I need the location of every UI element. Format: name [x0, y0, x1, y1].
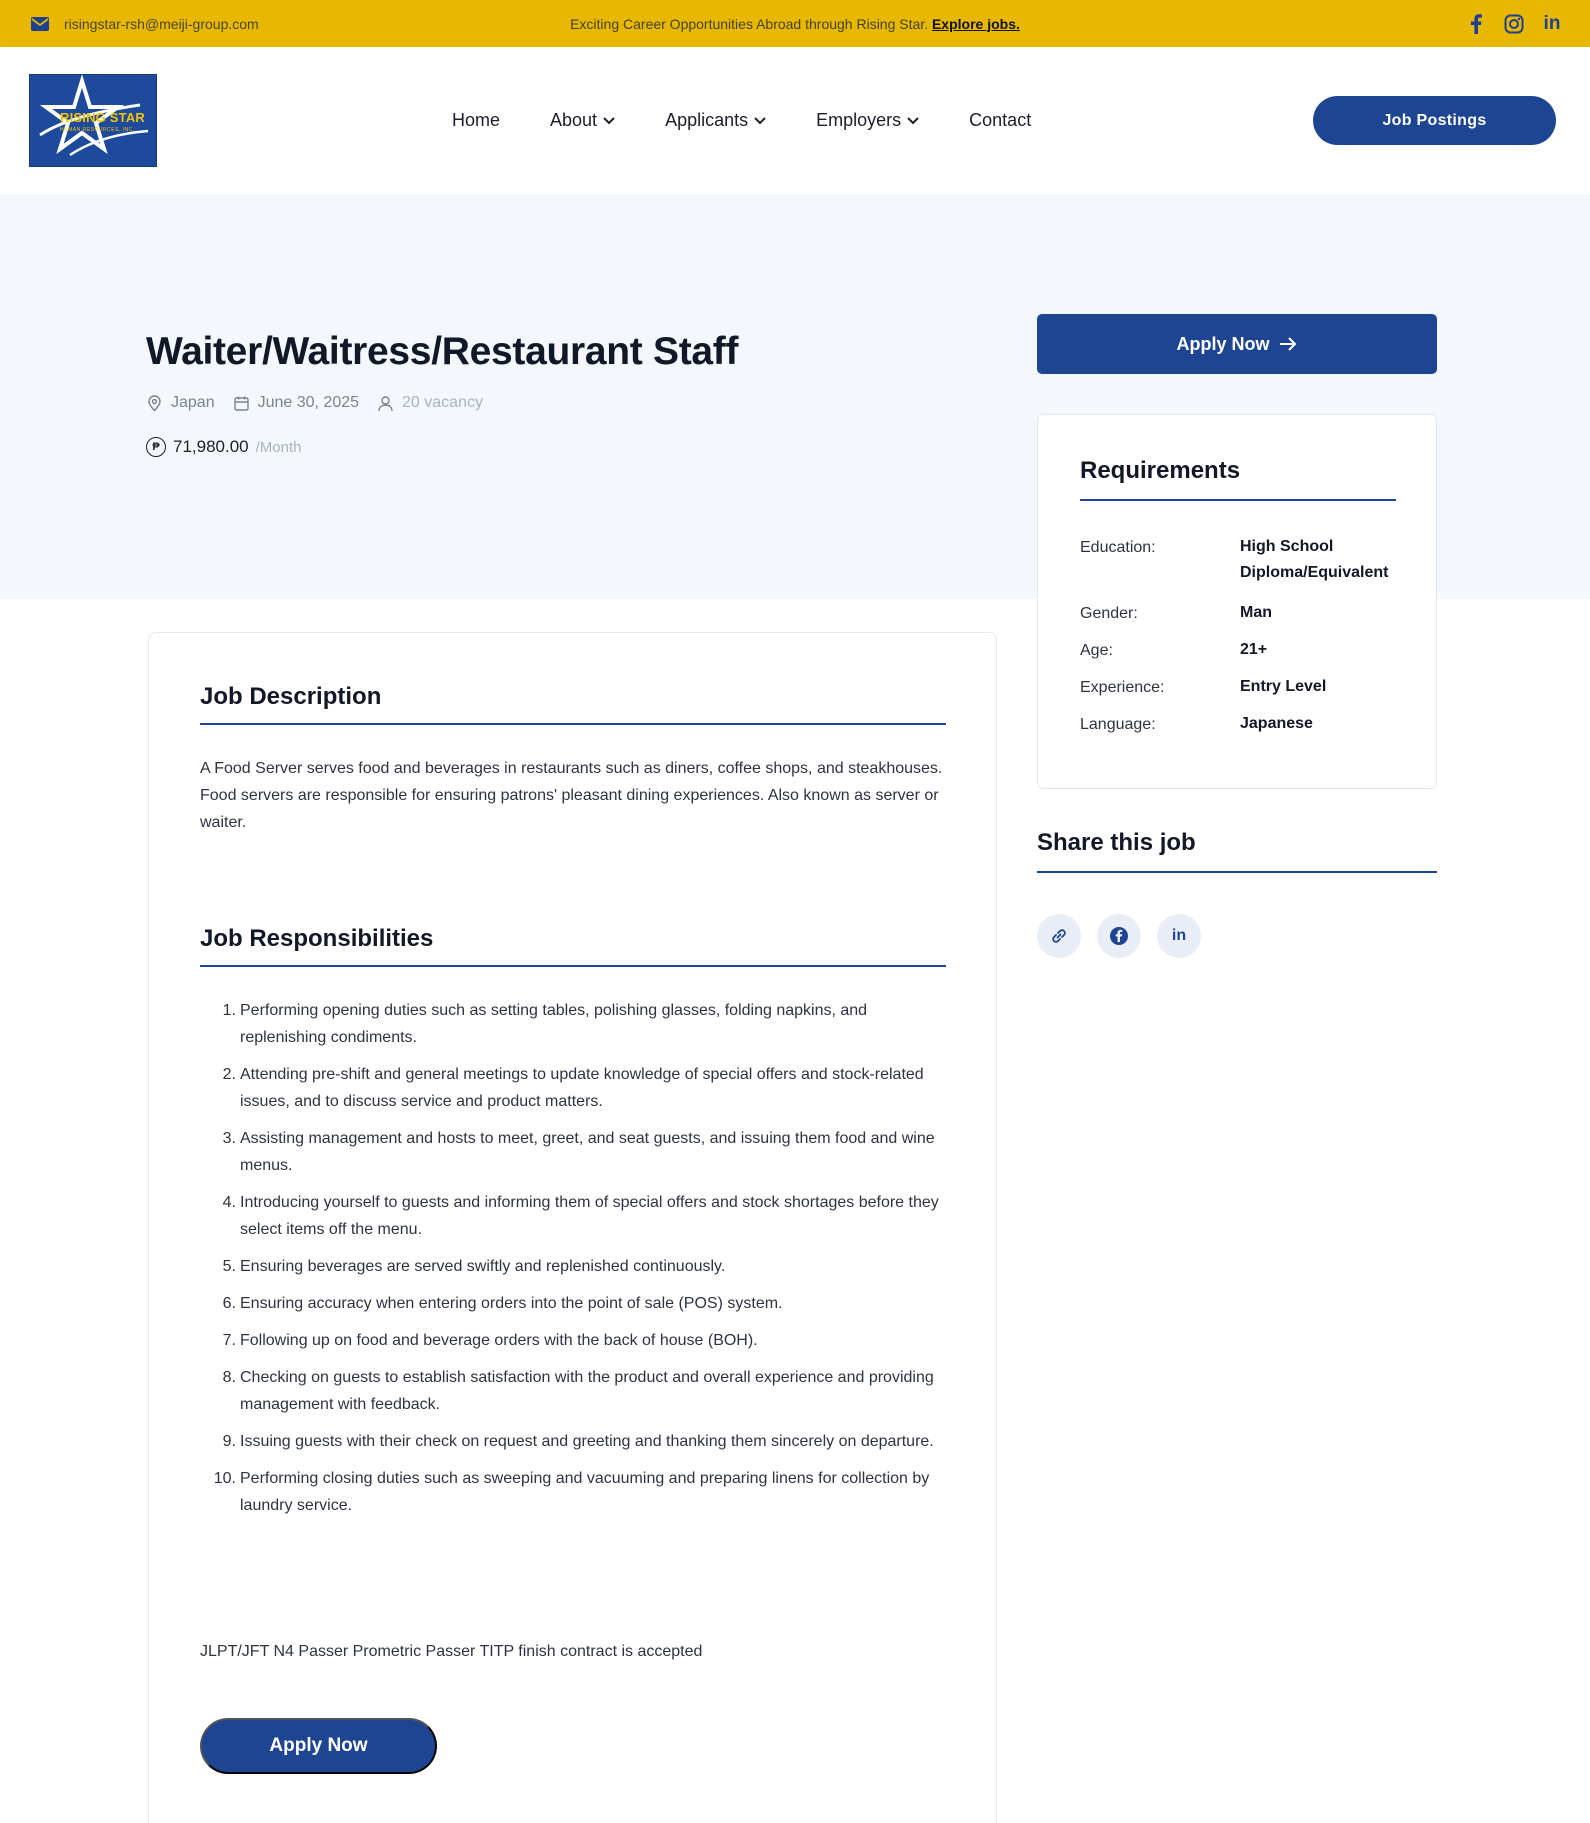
job-description-title: Job Description	[200, 683, 382, 710]
chevron-down-icon	[603, 117, 615, 125]
job-meta	[146, 394, 483, 412]
list-item-text: Checking on guests to establish satisfaction with the product and overall experience and providing management with feedback.	[240, 1369, 934, 1413]
list-item: 10. Performing closing duties such as sweeping and vacuuming and preparing linens for collection by laundry service.	[213, 1470, 930, 1514]
mail-icon	[30, 16, 50, 32]
job-vacancy	[377, 394, 483, 412]
list-item-text: Performing opening duties such as setting tables, polishing glasses, folding napkins, and replenishing condiments.	[240, 1002, 868, 1046]
peso-icon: ₱	[146, 437, 166, 457]
linkedin-icon[interactable]: in	[1543, 12, 1561, 34]
promo-text: Exciting Career Opportunities Abroad through Rising Star.	[570, 15, 929, 32]
requirement-value: Japanese	[1240, 715, 1313, 732]
job-description-text: A Food Server serves food and beverages in restaurants such as diners, coffee shops, and steakhouses. Food servers are responsible for ensuring patrons' pleasant dining experiences. Also known as server or waiter.	[200, 760, 943, 831]
job-salary	[146, 437, 302, 457]
share-buttons	[1037, 914, 1201, 958]
email-text: risingstar-rsh@meiji-group.com	[64, 15, 259, 32]
requirement-value: Entry Level	[1240, 678, 1327, 695]
salary-unit: /Month	[255, 438, 302, 456]
arrow-right-icon	[1278, 336, 1298, 352]
list-item-text: Performing closing duties such as sweeping and vacuuming and preparing linens for collection by laundry service.	[240, 1470, 930, 1514]
nav-employers-label: Employers	[816, 110, 902, 130]
job-date-text: June 30, 2025	[257, 394, 360, 411]
nav-home[interactable]	[452, 110, 500, 131]
apply-now-button-bottom[interactable]: Apply Now	[200, 1718, 437, 1774]
list-item: 8. Checking on guests to establish satisfaction with the product and overall experience and providing management with feedback.	[222, 1369, 934, 1413]
linkedin-icon[interactable]: in	[1157, 914, 1201, 958]
chevron-down-icon	[907, 117, 919, 125]
list-item-text: Ensuring accuracy when entering orders into the point of sale (POS) system.	[240, 1295, 783, 1312]
list-item-text: Assisting management and hosts to meet, greet, and seat guests, and issuing them food and wine menus.	[240, 1130, 935, 1174]
site-header	[0, 47, 1590, 194]
job-date	[233, 394, 359, 412]
list-item: 4. Introducing yourself to guests and informing them of special offers and stock shortages before they select items off the menu.	[222, 1194, 939, 1238]
requirement-value: High School Diploma/Equivalent	[1240, 538, 1389, 581]
eligibility-note: JLPT/JFT N4 Passer Prometric Passer TITP finish contract is accepted	[200, 1643, 703, 1660]
rising-star-logo[interactable]	[29, 74, 157, 167]
nav-employers[interactable]	[816, 110, 919, 131]
list-item: 9. Issuing guests with their check on request and greeting and thanking them sincerely on departure.	[222, 1433, 934, 1450]
job-description-divider	[200, 723, 946, 725]
list-item: 7. Following up on food and beverage orders with the back of house (BOH).	[222, 1332, 758, 1349]
job-vacancy-text: 20 vacancy	[402, 394, 483, 411]
requirement-key: Age:	[1080, 642, 1113, 659]
list-item-text: Introducing yourself to guests and informing them of special offers and stock shortages before they select items off the menu.	[240, 1194, 939, 1238]
list-item-text: Attending pre-shift and general meetings to update knowledge of special offers and stock-related issues, and to discuss service and product matters.	[240, 1066, 924, 1110]
nav-applicants-label: Applicants	[665, 110, 749, 130]
logo-subtext: HUMAN RESOURCES, INC.	[60, 127, 135, 133]
salary-amount: 71,980.00	[173, 437, 249, 456]
main-navigation	[452, 47, 1031, 194]
instagram-icon[interactable]	[1504, 14, 1524, 34]
nav-applicants[interactable]	[665, 110, 766, 131]
list-item-text: Ensuring beverages are served swiftly and replenished continuously.	[240, 1258, 726, 1275]
chevron-down-icon	[754, 117, 766, 125]
nav-contact-label: Contact	[969, 110, 1032, 130]
job-details-card	[148, 632, 997, 1823]
social-links	[1466, 0, 1562, 47]
share-title: Share this job	[1037, 829, 1196, 856]
share-divider	[1037, 871, 1437, 873]
responsibilities-list	[200, 997, 940, 1529]
job-title: Waiter/Waitress/Restaurant Staff	[146, 330, 739, 373]
job-responsibilities-title: Job Responsibilities	[200, 925, 434, 952]
job-location-text: Japan	[171, 394, 215, 411]
link-icon[interactable]	[1037, 914, 1081, 958]
contact-email[interactable]	[30, 16, 259, 32]
requirements-card	[1037, 414, 1437, 789]
nav-contact[interactable]	[969, 110, 1031, 131]
list-item: 5. Ensuring beverages are served swiftly and replenished continuously.	[222, 1258, 726, 1275]
requirement-value: 21+	[1240, 641, 1268, 658]
requirement-key: Gender:	[1080, 605, 1138, 622]
requirements-title: Requirements	[1080, 457, 1241, 484]
map-pin-icon	[146, 395, 163, 412]
requirements-divider	[1080, 499, 1396, 501]
list-item: 2. Attending pre-shift and general meetings to update knowledge of special offers and stock-related issues, and to discuss service and product matters.	[222, 1066, 924, 1110]
requirement-key: Education:	[1080, 539, 1156, 556]
facebook-icon[interactable]	[1097, 914, 1141, 958]
nav-home-label: Home	[452, 110, 501, 130]
facebook-icon[interactable]	[1466, 14, 1486, 34]
calendar-icon	[233, 395, 250, 412]
nav-about-label: About	[550, 110, 598, 130]
job-location	[146, 394, 215, 412]
logo-text: RISING STAR	[60, 110, 146, 125]
explore-jobs-link[interactable]: Explore jobs.	[931, 15, 1020, 32]
user-icon	[377, 395, 394, 412]
requirement-key: Language:	[1080, 716, 1156, 733]
list-item: 3. Assisting management and hosts to meet, greet, and seat guests, and issuing them food and wine menus.	[222, 1130, 935, 1174]
requirement-value: Man	[1240, 604, 1272, 621]
apply-now-label: Apply Now	[1176, 333, 1270, 354]
list-item-text: Following up on food and beverage orders with the back of house (BOH).	[240, 1332, 758, 1349]
job-responsibilities-divider	[200, 965, 946, 967]
list-item: 6. Ensuring accuracy when entering orders into the point of sale (POS) system.	[222, 1295, 783, 1312]
nav-about[interactable]	[550, 110, 615, 131]
list-item: 1. Performing opening duties such as setting tables, polishing glasses, folding napkins, and replenishing condiments.	[222, 1002, 868, 1046]
job-postings-button[interactable]: Job Postings	[1313, 96, 1556, 145]
apply-now-button-top[interactable]	[1037, 314, 1437, 374]
top-announcement-bar	[0, 0, 1590, 47]
list-item-text: Issuing guests with their check on request and greeting and thanking them sincerely on departure.	[240, 1433, 934, 1450]
requirement-key: Experience:	[1080, 679, 1165, 696]
